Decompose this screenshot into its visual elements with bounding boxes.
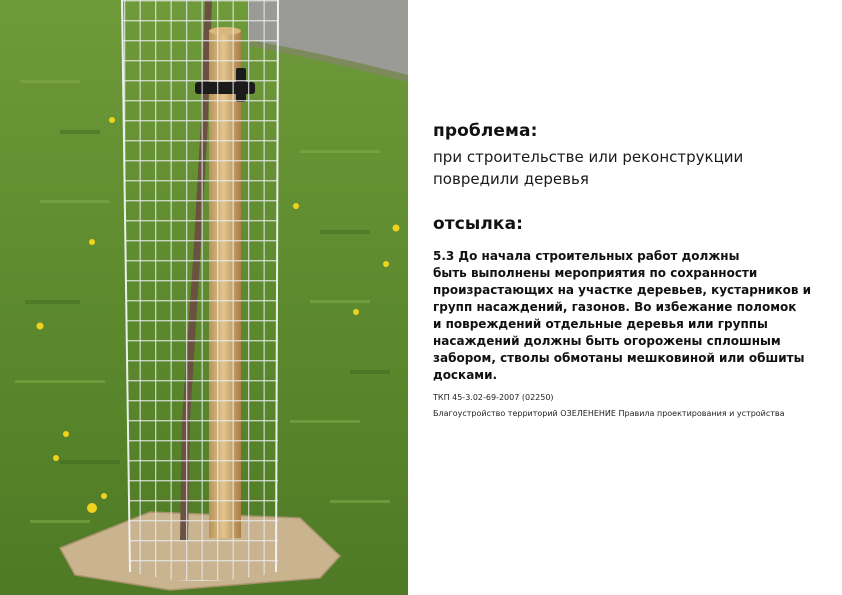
reference-line: насаждений должны быть огорожены сплошным xyxy=(433,334,781,348)
problem-line-2: повредили деревья xyxy=(433,170,589,188)
problem-line-1: при строительстве или реконструкции xyxy=(433,148,744,166)
reference-line: 5.3 До начала строительных работ должны xyxy=(433,249,740,263)
reference-line: произрастающих на участке деревьев, кустарников и xyxy=(433,283,812,297)
reference-line: быть выполнены мероприятия по сохранности xyxy=(433,266,758,280)
source-code: ТКП 45-3.02-69-2007 (02250) xyxy=(433,393,554,402)
problem-heading: проблема: xyxy=(433,121,538,141)
reference-line: забором, стволы обмотаны мешковиной или обшиты xyxy=(433,351,805,365)
tree-guard-photo xyxy=(0,0,408,595)
reference-paragraph xyxy=(433,248,828,384)
tree-guard-photo-icon xyxy=(0,0,408,595)
reference-heading: отсылка: xyxy=(433,214,524,234)
source-title: Благоустройство территорий ОЗЕЛЕНЕНИЕ Правила проектирования и устройства xyxy=(433,409,785,418)
reference-line: групп насаждений, газонов. Во избежание поломок xyxy=(433,300,797,314)
reference-line: и повреждений отдельные деревья или группы xyxy=(433,317,768,331)
reference-line: досками. xyxy=(433,368,498,382)
